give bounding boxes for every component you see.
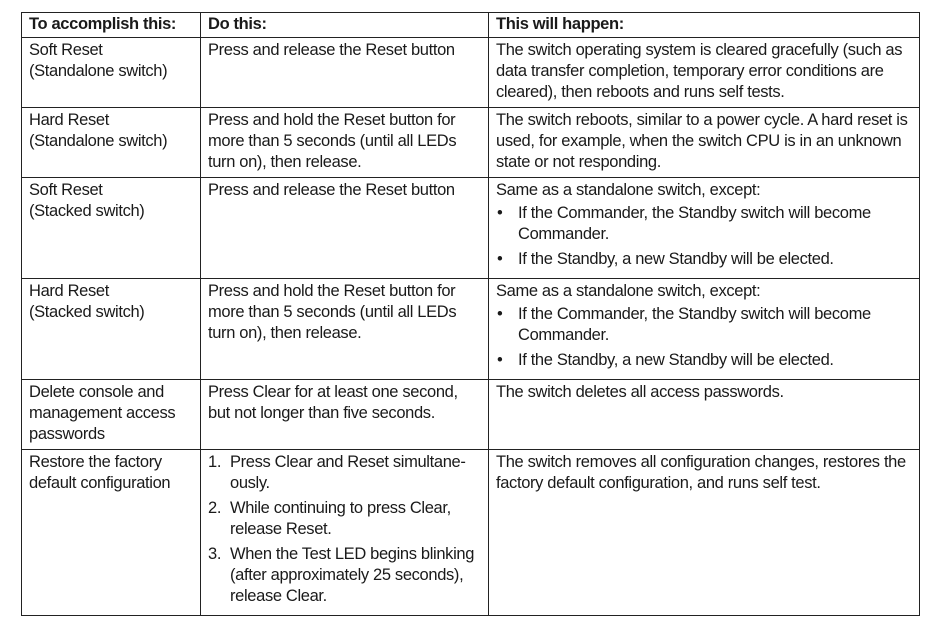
step-number: 1. bbox=[208, 453, 222, 471]
list-item bbox=[208, 498, 482, 540]
bullet-text: If the Commander, the Standby switch will become Commander. bbox=[518, 204, 871, 243]
do-cell: Press and release the Reset button bbox=[201, 38, 489, 108]
action-cell bbox=[22, 108, 201, 178]
step-text: Press Clear and Reset simultane-ously. bbox=[230, 453, 466, 492]
do-cell: Press and release the Reset button bbox=[201, 178, 489, 279]
action-title: Soft Reset bbox=[29, 41, 103, 59]
bullet-text: If the Commander, the Standby switch will become Commander. bbox=[518, 305, 871, 344]
result-bullet-list bbox=[496, 203, 913, 270]
result-cell bbox=[489, 279, 920, 380]
list-item bbox=[496, 350, 913, 371]
step-text: While continuing to press Clear, release Reset. bbox=[230, 499, 451, 538]
table-row bbox=[22, 380, 920, 450]
list-item bbox=[208, 544, 482, 607]
list-item bbox=[496, 304, 913, 346]
bullet-icon: • bbox=[497, 305, 503, 323]
action-cell bbox=[22, 38, 201, 108]
table-row bbox=[22, 108, 920, 178]
step-number: 2. bbox=[208, 499, 222, 517]
action-subtitle: (Stacked switch) bbox=[29, 202, 145, 220]
table-header-row bbox=[22, 13, 920, 38]
list-item bbox=[496, 203, 913, 245]
action-cell: Delete console and management access passwords bbox=[22, 380, 201, 450]
column-header-result: This will happen: bbox=[489, 13, 920, 38]
table-row bbox=[22, 178, 920, 279]
list-item bbox=[496, 249, 913, 270]
action-cell bbox=[22, 279, 201, 380]
do-cell: Press and hold the Reset button for more than 5 seconds (until all LEDs turn on), then release. bbox=[201, 108, 489, 178]
table-row bbox=[22, 279, 920, 380]
bullet-text: If the Standby, a new Standby will be elected. bbox=[518, 351, 834, 369]
action-cell: Restore the factory default configuration bbox=[22, 450, 201, 616]
bullet-icon: • bbox=[497, 250, 503, 268]
result-cell bbox=[489, 178, 920, 279]
do-cell: Press Clear for at least one second, but not longer than five seconds. bbox=[201, 380, 489, 450]
result-cell: The switch deletes all access passwords. bbox=[489, 380, 920, 450]
action-title: Hard Reset bbox=[29, 282, 109, 300]
action-subtitle: (Stacked switch) bbox=[29, 303, 145, 321]
bullet-icon: • bbox=[497, 204, 503, 222]
action-title: Soft Reset bbox=[29, 181, 103, 199]
step-text: When the Test LED begins blinking (after approximately 25 seconds), release Clear. bbox=[230, 545, 475, 605]
do-cell: Press and hold the Reset button for more than 5 seconds (until all LEDs turn on), then release. bbox=[201, 279, 489, 380]
bullet-icon: • bbox=[497, 351, 503, 369]
action-title: Hard Reset bbox=[29, 111, 109, 129]
table-row bbox=[22, 38, 920, 108]
steps-list bbox=[208, 452, 482, 607]
action-subtitle: (Standalone switch) bbox=[29, 62, 168, 80]
bullet-text: If the Standby, a new Standby will be elected. bbox=[518, 250, 834, 268]
result-cell: The switch operating system is cleared gracefully (such as data transfer completion, temporary error conditions are cleared), then reboots and runs self tests. bbox=[489, 38, 920, 108]
action-subtitle: (Standalone switch) bbox=[29, 132, 168, 150]
table-row bbox=[22, 450, 920, 616]
step-number: 3. bbox=[208, 545, 222, 563]
result-bullet-list bbox=[496, 304, 913, 371]
result-intro: Same as a standalone switch, except: bbox=[496, 282, 761, 300]
column-header-accomplish: To accomplish this: bbox=[22, 13, 201, 38]
result-intro: Same as a standalone switch, except: bbox=[496, 181, 761, 199]
column-header-do: Do this: bbox=[201, 13, 489, 38]
result-cell: The switch reboots, similar to a power cycle. A hard reset is used, for example, when the switch CPU is in an unknown state or not responding. bbox=[489, 108, 920, 178]
result-cell: The switch removes all configuration changes, restores the factory default configuration, and runs self test. bbox=[489, 450, 920, 616]
do-cell bbox=[201, 450, 489, 616]
reset-actions-table bbox=[21, 12, 920, 616]
list-item bbox=[208, 452, 482, 494]
action-cell bbox=[22, 178, 201, 279]
